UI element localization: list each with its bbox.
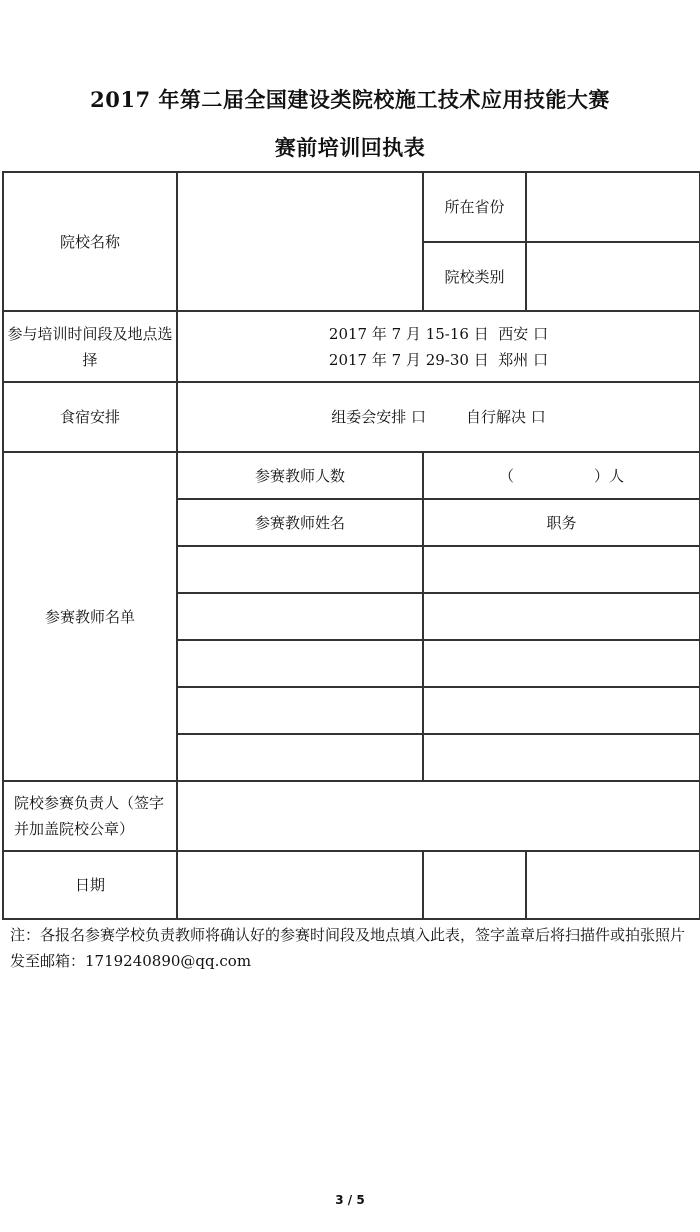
school-name-label: 院校名称: [3, 172, 177, 311]
session-option-zhengzhou[interactable]: [178, 347, 699, 373]
teacher-title-field[interactable]: [423, 593, 700, 640]
lodging-label: 食宿安排: [3, 382, 177, 452]
teacher-title-field[interactable]: [423, 546, 700, 593]
lodging-option-self[interactable]: [466, 408, 546, 426]
session-location: 郑州: [498, 350, 529, 369]
footnote: 注：各报名参赛学校负责教师将确认好的参赛时间段及地点填入此表，签字盖章后将扫描件或拍张照片发至邮箱：1719240890@qq.com: [10, 926, 686, 970]
teacher-title-field[interactable]: [423, 687, 700, 734]
lodging-option-label: 自行解决: [466, 408, 527, 426]
school-type-label: 院校类别: [423, 242, 526, 311]
teacher-name-field[interactable]: [177, 687, 423, 734]
checkbox-icon[interactable]: 口: [410, 408, 426, 426]
registration-form-table: [2, 171, 700, 920]
session-location: 西安: [498, 324, 529, 343]
page-number: 3 / 5: [335, 1193, 365, 1207]
session-options: [177, 311, 700, 382]
teacher-name-field[interactable]: [177, 593, 423, 640]
lodging-option-label: 组委会安排: [331, 408, 407, 426]
session-date: 2017 年 7 月 29-30 日: [328, 350, 489, 369]
lodging-option-organizer[interactable]: [331, 408, 426, 426]
paren-close: ）人: [594, 466, 625, 485]
responsible-person-label: 院校参赛负责人（签字并加盖院校公章）: [3, 781, 177, 851]
teacher-name-field[interactable]: [177, 640, 423, 687]
paren-open: （: [498, 466, 514, 485]
checkbox-icon[interactable]: 口: [533, 350, 549, 369]
teacher-title-header: 职务: [423, 499, 700, 546]
lodging-options: [177, 382, 700, 452]
empty-cell: [423, 851, 526, 919]
checkbox-icon[interactable]: 口: [533, 324, 549, 343]
teacher-count-label: 参赛教师人数: [177, 452, 423, 499]
school-name-field[interactable]: [177, 172, 423, 311]
teacher-name-header: 参赛教师姓名: [177, 499, 423, 546]
teacher-name-field[interactable]: [177, 546, 423, 593]
school-type-field[interactable]: [526, 242, 700, 311]
responsible-person-field[interactable]: [177, 781, 700, 851]
province-label: 所在省份: [423, 172, 526, 242]
date-label: 日期: [3, 851, 177, 919]
teacher-name-field[interactable]: [177, 734, 423, 781]
date-field[interactable]: [177, 851, 423, 919]
teacher-count-field[interactable]: [423, 452, 700, 499]
teacher-title-field[interactable]: [423, 734, 700, 781]
document-subtitle: 赛前培训回执表: [274, 135, 426, 160]
empty-cell: [526, 851, 700, 919]
teacher-list-label: 参赛教师名单: [3, 452, 177, 781]
document-title: 2017 年第二届全国建设类院校施工技术应用技能大赛: [90, 87, 610, 112]
session-label: 参与培训时间段及地点选择: [3, 311, 177, 382]
session-option-xian[interactable]: [178, 321, 699, 347]
province-field[interactable]: [526, 172, 700, 242]
checkbox-icon[interactable]: 口: [530, 408, 546, 426]
teacher-title-field[interactable]: [423, 640, 700, 687]
session-date: 2017 年 7 月 15-16 日: [328, 324, 489, 343]
